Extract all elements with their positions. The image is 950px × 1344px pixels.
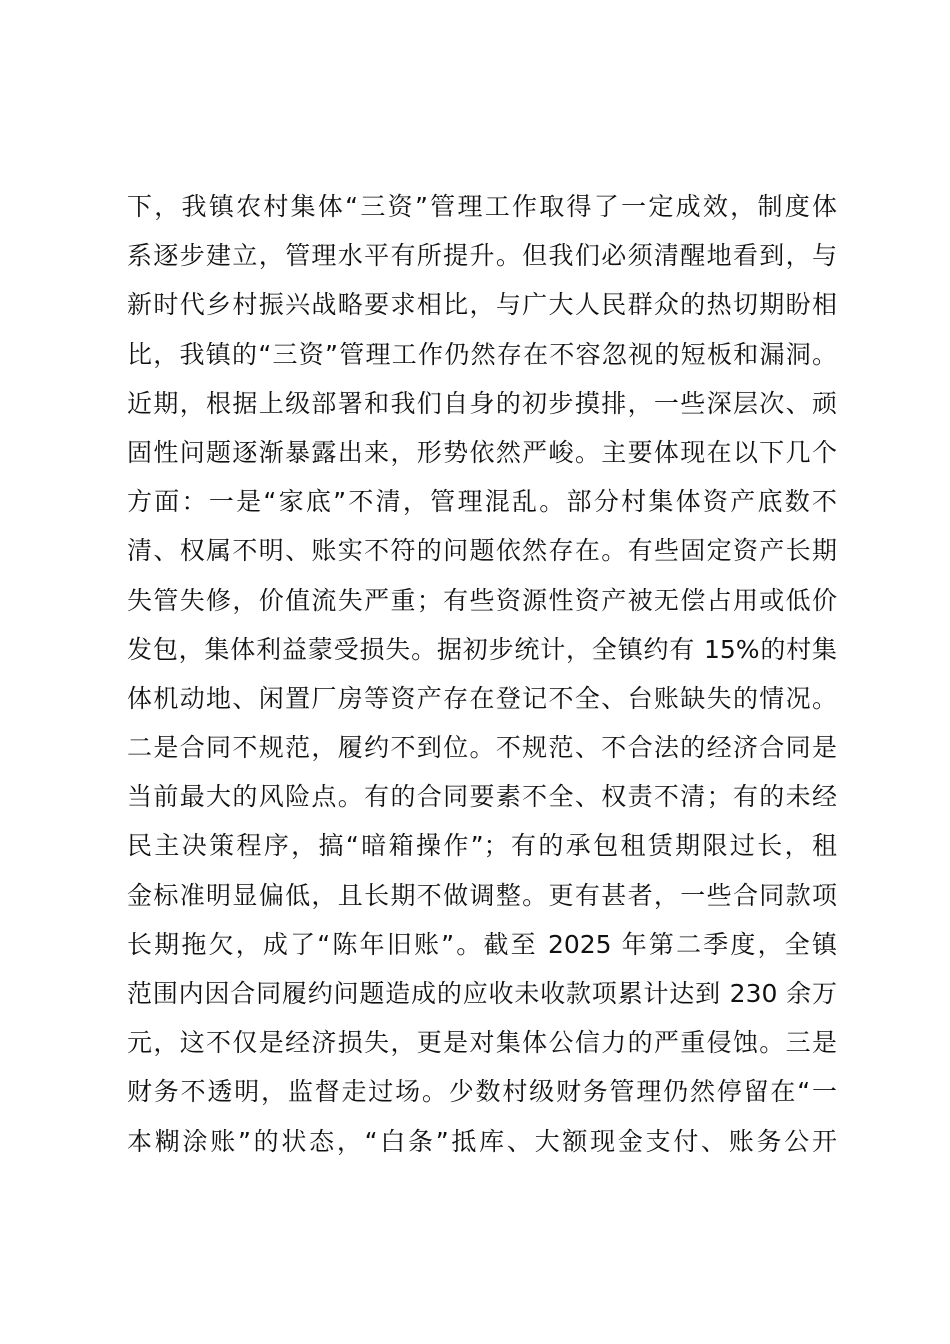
text-line: 新时代乡村振兴战略要求相比，与广大人民群众的热切期盼相 — [127, 290, 837, 320]
text-line: 元，这不仅是经济损失，更是对集体公信力的严重侵蚀。三是 — [127, 1028, 837, 1058]
text-line: 固性问题逐渐暴露出来，形势依然严峻。主要体现在以下几个 — [127, 437, 837, 467]
text-line: 金标准明显偏低，且长期不做调整。更有甚者，一些合同款项 — [127, 880, 837, 910]
text-line: 失管失修，价值流失严重；有些资源性资产被无偿占用或低价 — [127, 585, 837, 615]
text-line: 范围内因合同履约问题造成的应收未收款项累计达到 230 余万 — [127, 979, 837, 1008]
text-line: 财务不透明，监督走过场。少数村级财务管理仍然停留在“一 — [127, 1077, 837, 1107]
text-line: 二是合同不规范，履约不到位。不规范、不合法的经济合同是 — [127, 733, 837, 763]
text-line: 方面：一是“家底”不清，管理混乱。部分村集体资产底数不 — [127, 487, 837, 517]
text-line: 本糊涂账”的状态，“白条”抵库、大额现金支付、账务公开 — [127, 1126, 837, 1156]
text-line: 清、权属不明、账实不符的问题依然存在。有些固定资产长期 — [127, 536, 837, 566]
text-line: 当前最大的风险点。有的合同要素不全、权责不清；有的未经 — [127, 782, 837, 812]
text-line: 长期拖欠，成了“陈年旧账”。截至 2025 年第二季度，全镇 — [127, 929, 837, 959]
text-line: 体机动地、闲置厂房等资产存在登记不全、台账缺失的情况。 — [127, 683, 837, 713]
text-line: 民主决策程序，搞“暗箱操作”；有的承包租赁期限过长，租 — [127, 831, 837, 861]
text-line: 近期，根据上级部署和我们自身的初步摸排，一些深层次、顽 — [127, 388, 837, 418]
text-line: 下，我镇农村集体“三资”管理工作取得了一定成效，制度体 — [127, 192, 837, 221]
text-line: 发包，集体利益蒙受损失。据初步统计，全镇约有 15%的村集 — [127, 634, 837, 664]
body-text — [127, 182, 837, 1166]
text-line: 比，我镇的“三资”管理工作仍然存在不容忽视的短板和漏洞。 — [127, 339, 837, 369]
text-line: 系逐步建立，管理水平有所提升。但我们必须清醒地看到，与 — [127, 241, 837, 271]
